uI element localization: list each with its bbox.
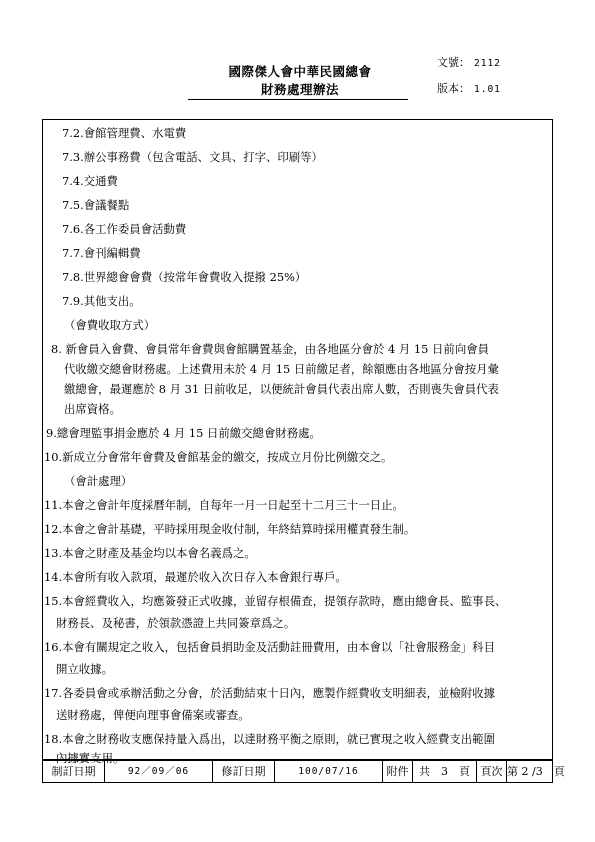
- section-heading: （會費收取方式）: [64, 318, 156, 332]
- body-line: 送財務處，俾便向理事會備案或審查。: [56, 708, 250, 722]
- doc-number: [437, 54, 501, 70]
- body-line: 出席資格。: [64, 402, 121, 416]
- body-line: 7.6.各工作委員會活動費: [62, 222, 187, 236]
- revised-date-value: 100/07/16: [275, 761, 383, 782]
- doc-number-label: 文號：: [437, 56, 470, 69]
- body-line: 7.7.會刊編輯費: [62, 246, 141, 260]
- document-body: [44, 121, 552, 765]
- page-label: 頁次: [477, 761, 507, 782]
- created-date-label: 制訂日期: [43, 761, 105, 782]
- doc-version-value: 1.01: [474, 84, 501, 95]
- body-line: 18.本會之財務收支應保持量入爲出，以達財務平衡之原則，就已實現之收入經費支出範圍: [44, 732, 495, 746]
- document-footer: [42, 760, 565, 783]
- doc-number-value: 2112: [474, 58, 501, 69]
- page-value: 第 2 /3 頁: [507, 765, 565, 778]
- body-line: 15.本會經費收入，均應簽發正式收據，並留存根備查，提領存款時，應由總會長、監事長、: [44, 594, 507, 608]
- attachment-label: 附件: [383, 761, 413, 782]
- revised-date-label: 修訂日期: [213, 761, 275, 782]
- section-heading: （會計處理）: [64, 474, 133, 488]
- body-line: 7.9.其他支出。: [62, 294, 141, 308]
- body-line: 財務長、及秘書，於領款憑證上共同簽章爲之。: [56, 616, 296, 630]
- body-line: 14.本會所有收入款項，最遲於收入次日存入本會銀行專戶。: [44, 570, 347, 584]
- body-line: 10.新成立分會常年會費及會館基金的繳交，按成立月份比例繳交之。: [44, 450, 393, 464]
- doc-version-label: 版本：: [437, 82, 470, 95]
- body-line: 內據實支用。: [56, 751, 125, 765]
- organization-title: 國際傑人會中華民國總會: [228, 64, 372, 79]
- body-line: 7.4.交通費: [62, 174, 118, 188]
- title-underline: [188, 99, 408, 100]
- body-line: 7.5.會議餐點: [62, 198, 130, 212]
- document-title: 財務處理辦法: [260, 82, 339, 97]
- body-line: 16.本會有關規定之收入，包括會員捐助金及活動註冊費用，由本會以「社會服務金」科目: [44, 640, 495, 654]
- attachment-value: 共 3 頁: [413, 761, 477, 782]
- body-line: 13.本會之財產及基金均以本會名義爲之。: [44, 546, 256, 560]
- doc-version: [437, 80, 501, 96]
- body-line: 11.本會之會計年度採曆年制，自每年一月一日起至十二月三十一日止。: [44, 498, 404, 512]
- body-line: 17.各委員會或承辦活動之分會，於活動結束十日內，應製作經費收支明細表，並檢附收據: [44, 686, 495, 700]
- body-line: 開立收據。: [56, 662, 113, 676]
- body-line: 代收繳交總會財務處。上述費用未於 4 月 15 日前繳足者，餘額應由各地區分會按月彙: [64, 362, 499, 376]
- body-line: 繳總會，最遲應於 8 月 31 日前收足，以便統計會員代表出席人數，否則喪失會員代表: [64, 382, 499, 396]
- body-line: 7.2.會館管理費、水電費: [62, 126, 187, 140]
- created-date-value: 92／09／06: [105, 761, 213, 782]
- body-line: 7.8.世界總會會費（按常年會費收入提撥 25%）: [62, 270, 307, 284]
- document-header: [0, 0, 595, 118]
- body-line: 9.總會理監事捐金應於 4 月 15 日前繳交總會財務處。: [46, 426, 321, 440]
- body-line: 7.3.辦公事務費（包含電話、文具、打字、印刷等）: [62, 150, 323, 164]
- body-line: 12.本會之會計基礎，平時採用現金收付制，年終結算時採用權責發生制。: [44, 522, 416, 536]
- body-line: 8. 新會員入會費、會員常年會費與會館購置基金，由各地區分會於 4 月 15 日前向會員: [51, 342, 489, 356]
